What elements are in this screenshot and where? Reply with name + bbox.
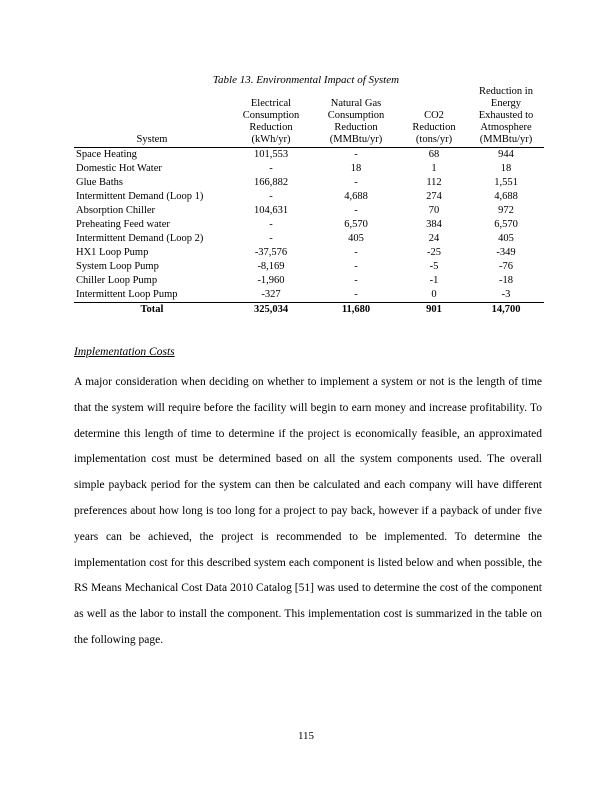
cell-co2: 1: [431, 163, 437, 174]
cell-energy: 18: [500, 163, 512, 174]
cell-electrical: -: [269, 163, 273, 174]
total-electrical: 325,034: [253, 304, 289, 315]
header-line: (tons/yr): [415, 134, 453, 145]
table-row: [74, 204, 544, 218]
header-line: Atmosphere: [480, 122, 532, 133]
cell-electrical: -: [269, 219, 273, 230]
header-line: Consumption: [242, 110, 300, 121]
header-system: [74, 86, 230, 148]
cell-electrical: -327: [230, 288, 312, 303]
header-natural-gas: [312, 86, 400, 148]
total-label: Total: [140, 304, 164, 315]
cell-co2: 274: [426, 191, 442, 202]
cell-energy: 944: [498, 149, 514, 160]
table-row: [74, 218, 544, 232]
cell-electrical: -37,576: [254, 247, 288, 258]
cell-energy: 1,551: [494, 177, 518, 188]
cell-gas: 405: [348, 233, 364, 244]
header-line: Reduction: [412, 122, 456, 133]
cell-co2: 24: [428, 233, 440, 244]
table-caption: Table 13. Environmental Impact of System: [212, 74, 400, 86]
body-paragraph: A major consideration when deciding on whether to implement a system or not is the length of time that the system will require before the facility will begin to earn money and increase profitability. To determine this length of time to determine if the project is economically feasible, an approximated implementation cost must be determined based on all the system components used. The overall simple payback period for the system can then be calculated and each company will have different preferences about how long is too long for a project to pay back, however if a payback of under five years can be achieved, the project is recommended to be implemented. To determine the implementation cost for this described system each component is listed below and when possible, the RS Means Mechanical Cost Data 2010 Catalog [51] was used to determine the cost of the component as well as the labor to install the component. This implementation cost is summarized in the table on the following page.: [74, 376, 542, 646]
cell-energy: 972: [498, 205, 514, 216]
cell-co2: 112: [426, 177, 442, 188]
header-line: Reduction: [334, 122, 378, 133]
table-row: [74, 176, 544, 190]
cell-co2: -25: [427, 247, 441, 258]
section-heading: Implementation Costs: [74, 346, 175, 358]
cell-energy: 405: [498, 233, 514, 244]
cell-system: Preheating Feed water: [76, 219, 170, 230]
cell-electrical: -: [269, 233, 273, 244]
cell-electrical: 101,553: [253, 149, 289, 160]
cell-system: Glue Baths: [76, 177, 123, 188]
cell-gas: -: [312, 288, 400, 303]
cell-co2: 68: [428, 149, 440, 160]
table-row: [74, 288, 544, 303]
header-line: Consumption: [327, 110, 385, 121]
header-line: CO2: [424, 110, 444, 121]
header-line: (kWh/yr): [251, 134, 291, 145]
cell-energy: -3: [468, 288, 544, 303]
table-header-row: [74, 86, 544, 148]
header-line: Exhausted to: [478, 110, 534, 121]
cell-co2: 70: [428, 205, 440, 216]
cell-energy: 4,688: [494, 191, 518, 202]
cell-energy: -76: [499, 261, 513, 272]
cell-electrical: -1,960: [257, 275, 285, 286]
cell-electrical: -8,169: [257, 261, 285, 272]
cell-system: Intermittent Demand (Loop 1): [76, 191, 204, 202]
header-electrical: [230, 86, 312, 148]
table-row: [74, 260, 544, 274]
page-number: 115: [297, 730, 315, 742]
header-energy-exhausted: [468, 86, 544, 148]
cell-gas: -: [354, 177, 358, 188]
table-row: [74, 162, 544, 176]
cell-energy: -349: [496, 247, 516, 258]
cell-system: Space Heating: [76, 149, 137, 160]
total-gas: 11,680: [341, 304, 371, 315]
cell-gas: 6,570: [344, 219, 368, 230]
cell-system: Intermittent Loop Pump: [74, 288, 230, 303]
cell-gas: -: [354, 149, 358, 160]
total-energy: 14,700: [491, 304, 521, 315]
cell-system: Absorption Chiller: [76, 205, 156, 216]
cell-system: Intermittent Demand (Loop 2): [76, 233, 204, 244]
header-line: (MMBtu/yr): [479, 134, 533, 145]
header-line: Energy: [490, 98, 522, 109]
cell-co2: -5: [429, 261, 439, 272]
table-row: [74, 274, 544, 288]
cell-gas: 18: [350, 163, 362, 174]
cell-gas: 4,688: [344, 191, 368, 202]
table-row: [74, 232, 544, 246]
header-line: Natural Gas: [330, 98, 382, 109]
cell-system: HX1 Loop Pump: [76, 247, 149, 258]
cell-gas: -: [354, 247, 358, 258]
table-row: [74, 148, 544, 163]
cell-gas: -: [354, 205, 358, 216]
header-co2: [400, 86, 468, 148]
cell-system: Domestic Hot Water: [76, 163, 162, 174]
total-row: [74, 303, 544, 318]
cell-co2: -1: [429, 275, 439, 286]
header-line: Electrical: [250, 98, 292, 109]
cell-electrical: 166,882: [253, 177, 289, 188]
table-row: [74, 246, 544, 260]
cell-gas: -: [354, 261, 358, 272]
table-row: [74, 190, 544, 204]
cell-gas: -: [354, 275, 358, 286]
cell-co2: 0: [400, 288, 468, 303]
cell-energy: -18: [499, 275, 513, 286]
cell-system: System Loop Pump: [76, 261, 159, 272]
header-system-label: System: [136, 134, 168, 145]
total-co2: 901: [426, 304, 442, 315]
cell-co2: 384: [426, 219, 442, 230]
cell-system: Chiller Loop Pump: [76, 275, 158, 286]
cell-energy: 6,570: [494, 219, 518, 230]
environmental-impact-table: [74, 86, 544, 317]
header-line: (MMBtu/yr): [329, 134, 383, 145]
header-line: Reduction: [249, 122, 293, 133]
cell-electrical: 104,631: [253, 205, 289, 216]
cell-electrical: -: [269, 191, 273, 202]
header-line: Reduction in: [479, 86, 533, 97]
